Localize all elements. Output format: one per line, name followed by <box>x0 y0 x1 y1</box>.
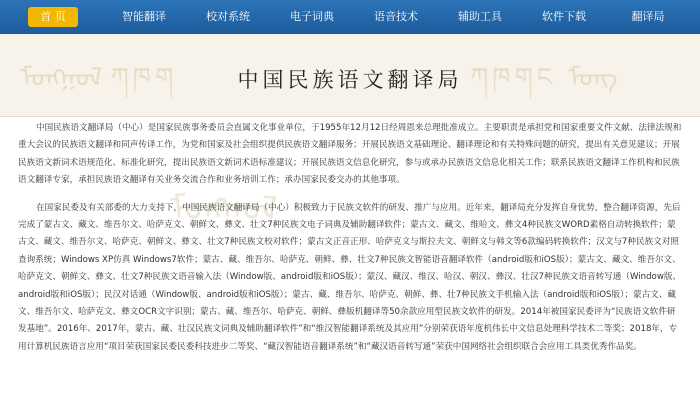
nav-speech-technology[interactable]: 语音技术 <box>374 10 418 23</box>
nav-auxiliary-tools[interactable]: 辅助工具 <box>458 10 502 23</box>
article-content <box>18 120 682 366</box>
nav-home[interactable]: 首 页 <box>28 7 78 27</box>
nav-proofreading-system[interactable]: 校对系统 <box>206 10 250 23</box>
top-navigation-bar <box>0 0 700 34</box>
nav-electronic-dictionary[interactable]: 电子词典 <box>290 10 334 23</box>
decorative-script-right: ཀཁགང ᠮᠣᠩ <box>470 63 618 93</box>
decorative-script-left: ᠮᠣᠩᠭᠣᠯ ཀཁག <box>20 63 178 93</box>
nav-translation-bureau[interactable]: 翻译局 <box>631 10 665 23</box>
background-watermark: ᠮᠣᠩᠭᠣᠯ <box>170 189 278 229</box>
nav-software-download[interactable]: 软件下载 <box>542 10 586 23</box>
nav-smart-translation[interactable]: 智能翻译 <box>122 10 166 23</box>
article-paragraph-software: 在国家民委及有关部委的大力支持下，中国民族语文翻译局（中心）积极致力于民族文软件的研发、推广与应用。近年来，翻译局充分发挥自身优势，整合翻译资源，先后完成了蒙古文、藏文、维吾尔文、哈萨克文、朝鲜文、彝文、壮文7种民族文电子词典及辅助翻译软件；蒙古文、藏文、维哈文、彝文4种民族文WORD素格自动转换软件；蒙古文、藏文、维吾尔文、哈萨克、朝鲜文、彝文、壮文7种民族文校对软件；蒙古文正音正形、哈萨克文与斯拉夫文、朝鲜文与韩文等6款编码转换软件；汉文与7种民族文对照查询系统；Windows XP仿真 Windows7软件；蒙古、藏、维吾尔、哈萨克、朝鲜、彝、壮文7种民族文智能语音翻译软件（android版和iOS版）；蒙古文、藏文、维吾尔文、哈萨克文、朝鲜文、彝文、壮文7种民族文语音输入法（Window版、android版和iOS版）；蒙汉、藏汉、维汉、哈汉、朝汉、彝汉、壮汉7种民族文语音转写通（Window版、android版和iOS版）；民汉对话通（Window版、android版和iOS版）；蒙古、藏、维吾尔、哈萨克、朝鲜、彝、壮7种民族文手机输入法（android版和iOS版）；蒙古文、藏文、维吾尔文、哈萨克文、彝文OCR文字识别；蒙古、藏、维吾尔、哈萨克、朝鲜、彝版机翻译等50余款应用型民族文软件的研发。2014年被国家民委评为“民族语文软件研发基地”。2016年、2017年，蒙古、藏、壮汉民族文词典及辅助翻译软件”和“维汉智能翻译系统及其应用”分别荣获语年度机伟长中文信息处理科学技术二等奖；2018年，专用计算机民族语言应用“项目荣获国家民委民委科技进步二等奖、“藏汉智能语音翻译系统”和“藏汉语音转写通”荣获中国网络社会组织联合会应用工具类优秀作品奖。 <box>18 202 682 352</box>
page-title: 中国民族语文翻译局 <box>237 68 463 92</box>
article-paragraph-intro: 中国民族语文翻译局（中心）是国家民族事务委员会直属文化事业单位，于1955年12月12日经周恩来总理批准成立。主要职责是承担党和国家重要文件文献、法律法规和重大会议的民族语文翻译和同声传译工作，为党和国家及社会组织提供民族语文翻译服务；开展民族语文基础理论、翻译理论和有关特殊问题的研究，提出有关意见建议；开展民族语文新词术语规范化、标准化研究，提出民族语文新词术语标准建议；开展民族语文信息化研究，参与或承办民族语文信息化相关工作；联系民族语文翻译工作机构和民族语文翻译专家，承担民族语文翻译有关业务交流合作和业务培训工作；承办国家民委交办的其他事项。 <box>18 123 682 186</box>
